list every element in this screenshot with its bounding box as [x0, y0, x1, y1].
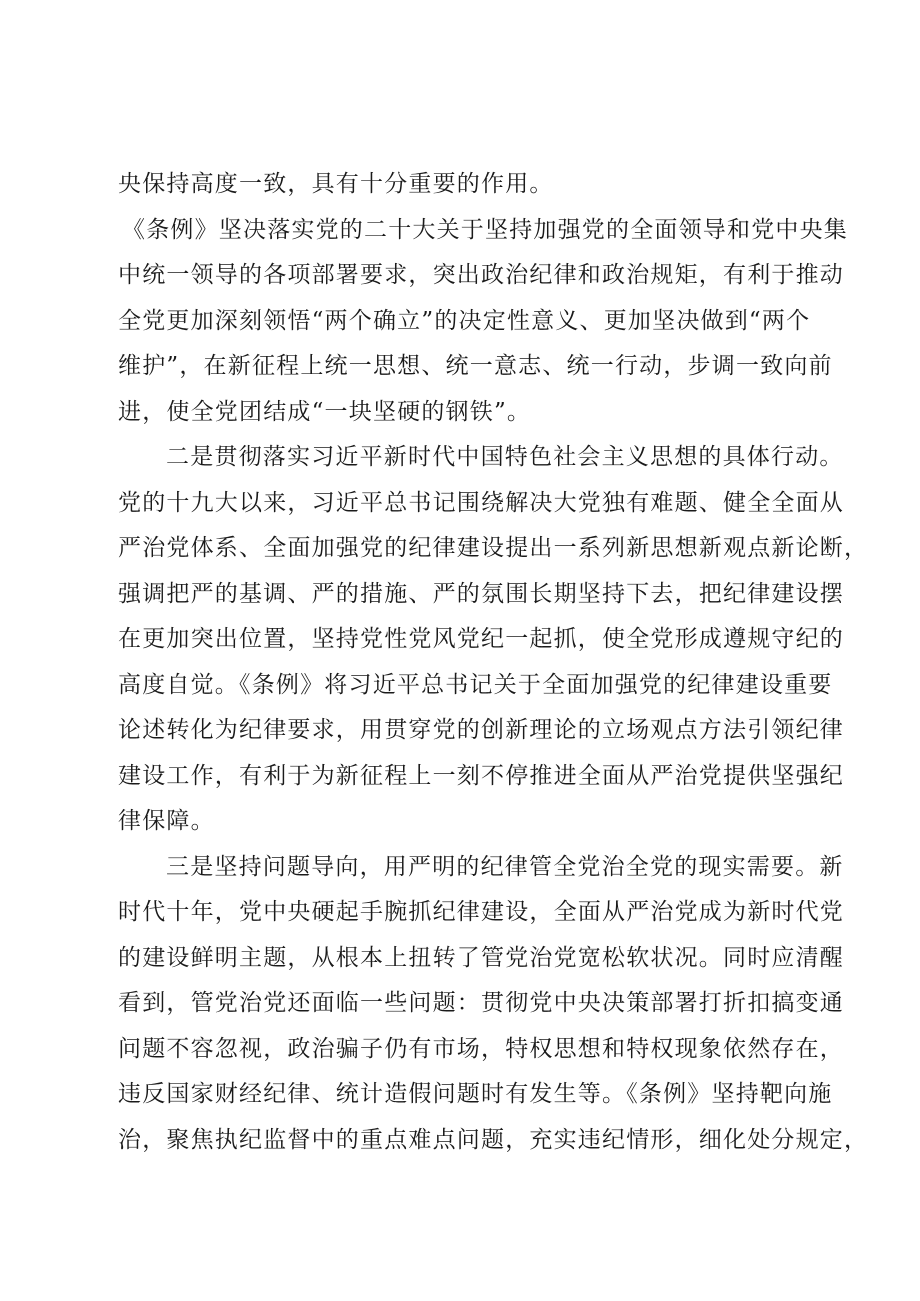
- text-line: 维护”，在新征程上统一思想、统一意志、统一行动，步调一致向前: [118, 353, 833, 379]
- paragraph-start-line: 三是坚持问题导向，用严明的纪律管全党治全党的现实需要。新: [166, 853, 844, 880]
- text-line: 在更加突出位置，坚持党性党风党纪一起抓，使全党形成遵规守纪的: [118, 626, 844, 652]
- text-line: 央保持高度一致，具有十分重要的作用。: [118, 171, 554, 197]
- text-line: 时代十年，党中央硬起手腕抓纪律建设，全面从严治党成为新时代党: [118, 899, 844, 925]
- text-line: 建设工作，有利于为新征程上一刻不停推进全面从严治党提供坚强纪: [118, 762, 844, 789]
- text-line: 的建设鲜明主题，从根本上扭转了管党治党宽松软状况。同时应清醒: [118, 944, 844, 971]
- text-line: 高度自觉。《条例》将习近平总书记关于全面加强党的纪律建设重要: [118, 671, 833, 698]
- text-line: 看到，管党治党还面临一些问题：贯彻党中央决策部署打折扣搞变通: [118, 990, 844, 1016]
- text-line: 全党更加深刻领悟“两个确立”的决定性意义、更加坚决做到“两个: [118, 307, 811, 334]
- text-line: 治，聚焦执纪监督中的重点难点问题，充实违纪情形，细化处分规定，: [118, 1126, 869, 1153]
- text-line: 论述转化为纪律要求，用贯穿党的创新理论的立场观点方法引领纪律: [118, 717, 844, 743]
- text-line: 《条例》坚决落实党的二十大关于坚持加强党的全面领导和党中央集: [122, 216, 848, 243]
- text-line: 中统一领导的各项部署要求，突出政治纪律和政治规矩，有利于推动: [118, 262, 844, 288]
- text-line: 严治党体系、全面加强党的纪律建设提出一系列新思想新观点新论断，: [118, 535, 869, 561]
- text-line: 律保障。: [118, 808, 215, 834]
- paragraph-start-line: 二是贯彻落实习近平新时代中国特色社会主义思想的具体行动。: [166, 444, 844, 470]
- text-line: 违反国家财经纪律、统计造假问题时有发生等。《条例》坚持靶向施: [118, 1081, 833, 1107]
- text-line: 问题不容忽视，政治骗子仍有市场，特权思想和特权现象依然存在，: [118, 1035, 844, 1062]
- text-line: 进，使全党团结成“一块坚硬的钢铁”。: [118, 398, 532, 425]
- text-line: 党的十九大以来，习近平总书记围绕解决大党独有难题、健全全面从: [118, 489, 844, 516]
- document-body: [118, 162, 869, 1163]
- text-line: 强调把严的基调、严的措施、严的氛围长期坚持下去，把纪律建设摆: [118, 580, 844, 607]
